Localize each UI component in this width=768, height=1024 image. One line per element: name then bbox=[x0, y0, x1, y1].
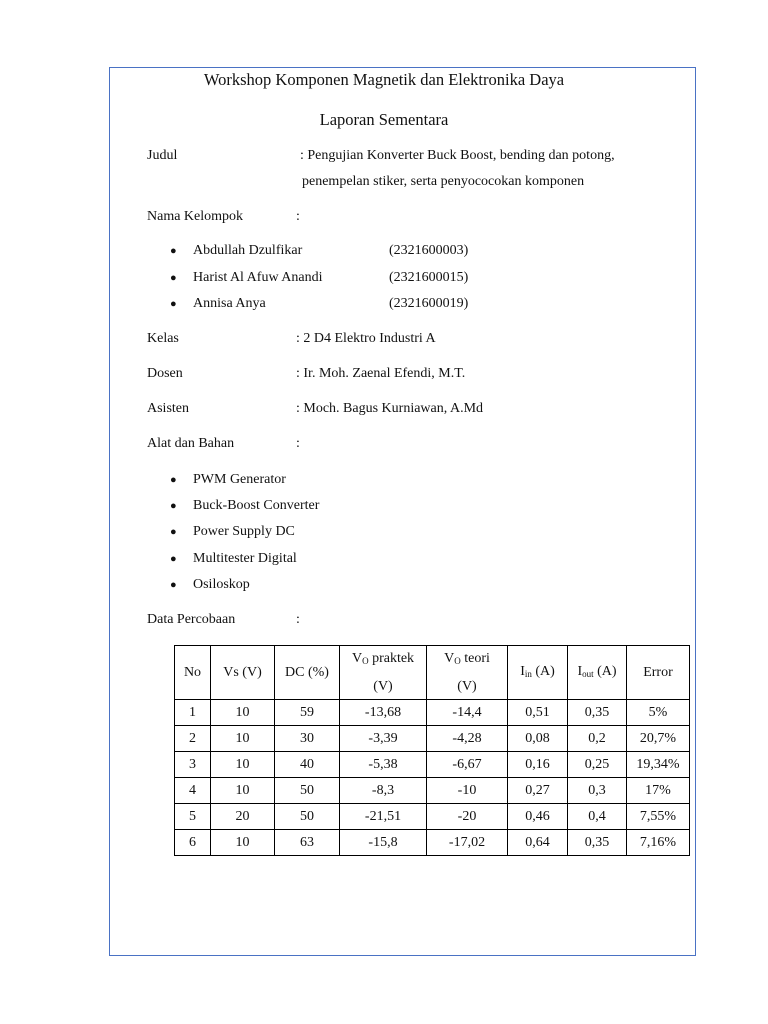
cell-vo-teori: -4,28 bbox=[427, 726, 508, 752]
alat-label: Alat dan Bahan bbox=[147, 436, 235, 451]
cell-iout: 0,2 bbox=[568, 726, 627, 752]
cell-vo-praktek: -8,3 bbox=[340, 778, 427, 804]
table-row bbox=[175, 804, 690, 830]
member-name: Abdullah Dzulfikar bbox=[193, 243, 303, 258]
header-vo-praktek: $V_O$ praktek (V) bbox=[340, 646, 427, 700]
bullet-icon: ● bbox=[170, 553, 177, 565]
cell-iin: 0,27 bbox=[508, 778, 568, 804]
cell-iin: 0,51 bbox=[508, 700, 568, 726]
kelas-label: Kelas bbox=[147, 331, 179, 346]
member-id: (2321600003) bbox=[389, 243, 469, 258]
cell-vs: 10 bbox=[211, 778, 275, 804]
alat-item: Buck-Boost Converter bbox=[193, 498, 320, 513]
cell-vo-teori: -6,67 bbox=[427, 752, 508, 778]
table-row bbox=[175, 700, 690, 726]
cell-error: 17% bbox=[627, 778, 690, 804]
alat-item: Multitester Digital bbox=[193, 551, 297, 566]
alat-colon: : bbox=[296, 436, 300, 451]
data-table bbox=[174, 645, 690, 856]
header-iout: $I_{out}$ (A) bbox=[568, 646, 627, 700]
cell-iout: 0,35 bbox=[568, 830, 627, 856]
cell-dc: 50 bbox=[275, 778, 340, 804]
cell-vo-teori: -17,02 bbox=[427, 830, 508, 856]
bullet-icon: ● bbox=[170, 579, 177, 591]
cell-vo-praktek: -21,51 bbox=[340, 804, 427, 830]
table-row bbox=[175, 726, 690, 752]
document-subtitle: Laporan Sementara bbox=[319, 110, 449, 129]
cell-dc: 50 bbox=[275, 804, 340, 830]
bullet-icon: ● bbox=[170, 526, 177, 538]
cell-error: 19,34% bbox=[627, 752, 690, 778]
member-name: Annisa Anya bbox=[193, 296, 266, 311]
member-id: (2321600015) bbox=[389, 270, 469, 285]
header-no: No bbox=[175, 646, 211, 700]
header-vs: Vs (V) bbox=[211, 646, 275, 700]
cell-vo-praktek: -3,39 bbox=[340, 726, 427, 752]
cell-error: 7,55% bbox=[627, 804, 690, 830]
cell-vo-teori: -14,4 bbox=[427, 700, 508, 726]
cell-iin: 0,16 bbox=[508, 752, 568, 778]
judul-value-line1: : Pengujian Konverter Buck Boost, bending dan potong, bbox=[300, 148, 615, 163]
dosen-label: Dosen bbox=[147, 366, 183, 381]
kelompok-label: Nama Kelompok bbox=[147, 209, 244, 224]
document-title: Workshop Komponen Magnetik dan Elektronika Daya bbox=[203, 70, 565, 89]
cell-iout: 0,3 bbox=[568, 778, 627, 804]
alat-item: Osiloskop bbox=[193, 577, 250, 592]
cell-no: 3 bbox=[175, 752, 211, 778]
cell-iin: 0,46 bbox=[508, 804, 568, 830]
cell-error: 7,16% bbox=[627, 830, 690, 856]
data-percobaan-colon: : bbox=[296, 612, 300, 627]
table-row bbox=[175, 778, 690, 804]
cell-no: 4 bbox=[175, 778, 211, 804]
cell-error: 20,7% bbox=[627, 726, 690, 752]
header-vo-teori: $V_O$ teori (V) bbox=[427, 646, 508, 700]
cell-no: 6 bbox=[175, 830, 211, 856]
cell-dc: 59 bbox=[275, 700, 340, 726]
cell-no: 5 bbox=[175, 804, 211, 830]
bullet-icon: ● bbox=[170, 272, 177, 284]
bullet-icon: ● bbox=[170, 298, 177, 310]
judul-value-line2: penempelan stiker, serta penyococokan komponen bbox=[302, 174, 585, 189]
cell-no: 2 bbox=[175, 726, 211, 752]
cell-iin: 0,64 bbox=[508, 830, 568, 856]
cell-dc: 30 bbox=[275, 726, 340, 752]
cell-vs: 10 bbox=[211, 752, 275, 778]
bullet-icon: ● bbox=[170, 245, 177, 257]
cell-dc: 40 bbox=[275, 752, 340, 778]
alat-item: Power Supply DC bbox=[193, 524, 295, 539]
cell-iout: 0,35 bbox=[568, 700, 627, 726]
header-iin: $I_{in}$ (A) bbox=[508, 646, 568, 700]
bullet-icon: ● bbox=[170, 500, 177, 512]
asisten-value: : Moch. Bagus Kurniawan, A.Md bbox=[296, 401, 484, 416]
cell-vo-teori: -10 bbox=[427, 778, 508, 804]
dosen-value: : Ir. Moh. Zaenal Efendi, M.T. bbox=[296, 366, 466, 381]
table-header-row bbox=[175, 646, 690, 700]
cell-no: 1 bbox=[175, 700, 211, 726]
cell-vo-praktek: -15,8 bbox=[340, 830, 427, 856]
data-percobaan-label: Data Percobaan bbox=[147, 612, 236, 627]
cell-vo-praktek: -13,68 bbox=[340, 700, 427, 726]
member-name: Harist Al Afuw Anandi bbox=[193, 270, 323, 285]
asisten-label: Asisten bbox=[147, 401, 189, 416]
cell-iin: 0,08 bbox=[508, 726, 568, 752]
cell-vs: 20 bbox=[211, 804, 275, 830]
cell-iout: 0,25 bbox=[568, 752, 627, 778]
header-dc: DC (%) bbox=[275, 646, 340, 700]
cell-vs: 10 bbox=[211, 700, 275, 726]
cell-iout: 0,4 bbox=[568, 804, 627, 830]
cell-vs: 10 bbox=[211, 830, 275, 856]
header-error: Error bbox=[627, 646, 690, 700]
table-row bbox=[175, 830, 690, 856]
kelas-value: : 2 D4 Elektro Industri A bbox=[296, 331, 436, 346]
cell-dc: 63 bbox=[275, 830, 340, 856]
cell-vs: 10 bbox=[211, 726, 275, 752]
member-id: (2321600019) bbox=[389, 296, 469, 311]
table-row bbox=[175, 752, 690, 778]
cell-vo-praktek: -5,38 bbox=[340, 752, 427, 778]
cell-vo-teori: -20 bbox=[427, 804, 508, 830]
alat-item: PWM Generator bbox=[193, 472, 286, 487]
judul-label: Judul bbox=[147, 148, 178, 163]
cell-error: 5% bbox=[627, 700, 690, 726]
bullet-icon: ● bbox=[170, 474, 177, 486]
kelompok-colon: : bbox=[296, 209, 300, 224]
